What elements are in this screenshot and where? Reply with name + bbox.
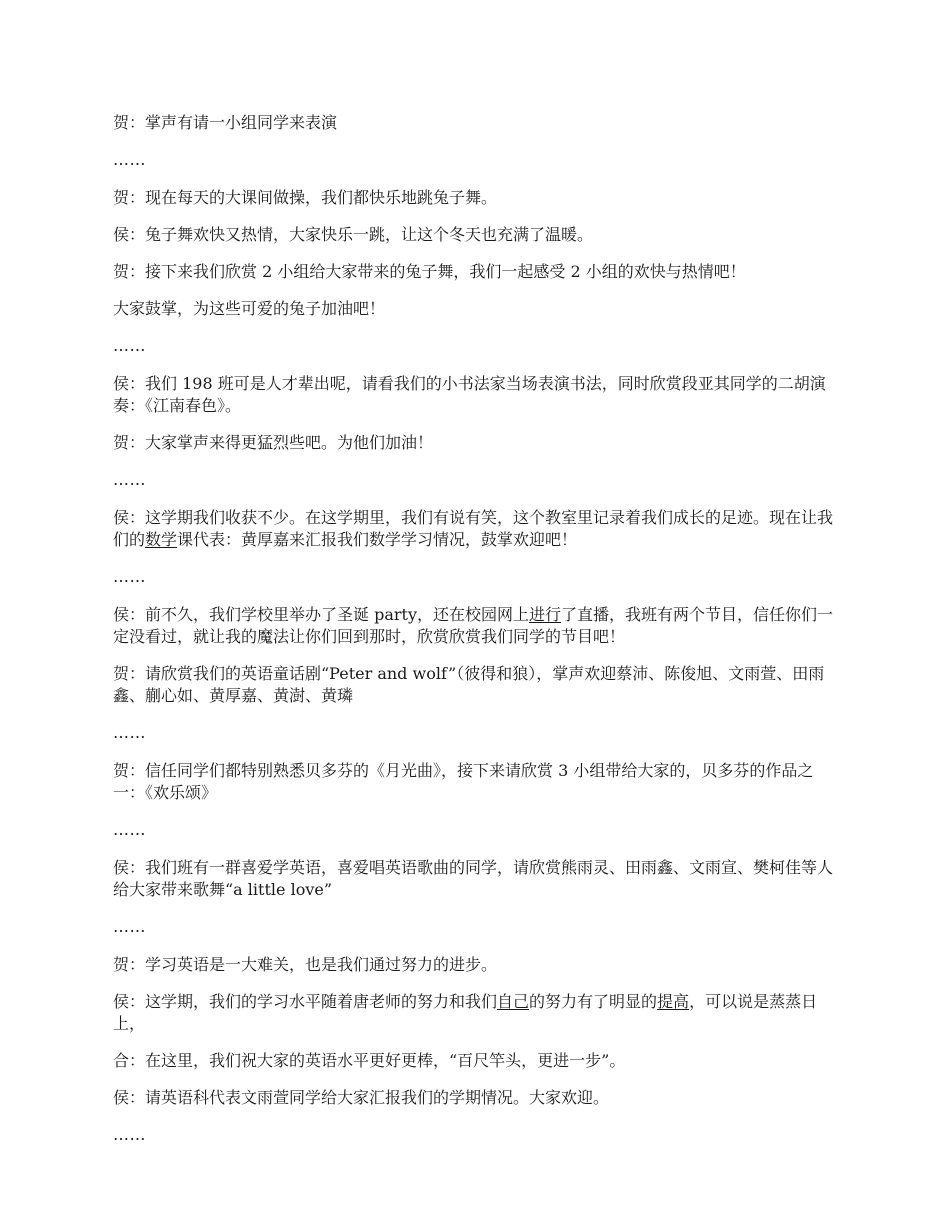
paragraph-text: 贺：掌声有请一小组同学来表演 — [113, 113, 338, 132]
paragraph-text: …… — [113, 150, 146, 169]
paragraph-text: ，可以说是蒸蒸日上， — [113, 992, 818, 1033]
document-body — [113, 112, 843, 1162]
script-paragraph — [113, 604, 843, 648]
ellipsis-line — [113, 722, 843, 744]
paragraph-text: …… — [113, 470, 146, 489]
script-paragraph — [113, 991, 843, 1035]
script-paragraph — [113, 298, 843, 320]
paragraph-text: 了直播，我班有两个节目，信任你们一定没看过，就让我的魔法让你们回到那时，欣赏欣赏我们同学的节目吧！ — [113, 605, 834, 646]
paragraph-text: 侯：这学期我们收获不少。在这学期里，我们有说有笑，这个教室里记录着我们成长的足迹。现在让我们的 — [113, 508, 834, 549]
ellipsis-line — [113, 335, 843, 357]
paragraph-text: 侯：这学期，我们的学习水平随着唐老师的努力和我们 — [113, 992, 498, 1011]
paragraph-text: 合：在这里，我们祝大家的英语水平更好更棒，“百尺竿头，更进一步”。 — [113, 1051, 626, 1070]
paragraph-text: 贺：大家掌声来得更猛烈些吧。为他们加油！ — [113, 433, 434, 452]
script-paragraph — [113, 432, 843, 454]
script-paragraph — [113, 1050, 843, 1072]
ellipsis-line — [113, 1124, 843, 1146]
paragraph-text: 侯：我们 198 班可是人才辈出呢，请看我们的小书法家当场表演书法，同时欣赏段亚其同学的二胡演奏：《江南春色》。 — [113, 374, 826, 415]
underlined-term: 提高 — [657, 992, 690, 1011]
script-paragraph — [113, 663, 843, 707]
paragraph-text: …… — [113, 1125, 146, 1144]
ellipsis-line — [113, 916, 843, 938]
script-paragraph — [113, 954, 843, 976]
underlined-term: 进行 — [529, 605, 562, 624]
paragraph-text: 课代表：黄厚嘉来汇报我们数学学习情况，鼓掌欢迎吧！ — [177, 530, 578, 549]
script-paragraph — [113, 1087, 843, 1109]
script-paragraph — [113, 261, 843, 283]
ellipsis-line — [113, 819, 843, 841]
paragraph-text: 贺：现在每天的大课间做操，我们都快乐地跳兔子舞。 — [113, 188, 498, 207]
paragraph-text: …… — [113, 336, 146, 355]
script-paragraph — [113, 507, 843, 551]
paragraph-text: 贺：信任同学们都特别熟悉贝多芬的《月光曲》，接下来请欣赏 3 小组带给大家的，贝多芬的作品之一：《欢乐颂》 — [113, 761, 814, 802]
paragraph-text: 侯：兔子舞欢快又热情，大家快乐一跳，让这个冬天也充满了温暖。 — [113, 225, 594, 244]
script-paragraph — [113, 224, 843, 246]
paragraph-text: 贺：学习英语是一大难关，也是我们通过努力的进步。 — [113, 955, 498, 974]
underlined-term: 自己 — [497, 992, 530, 1011]
paragraph-text: 侯：我们班有一群喜爱学英语，喜爱唱英语歌曲的同学，请欣赏熊雨灵、田雨鑫、文雨宣、樊柯佳等人给大家带来歌舞“a little love” — [113, 858, 834, 899]
underlined-term: 数学 — [145, 530, 178, 549]
script-paragraph — [113, 373, 843, 417]
ellipsis-line — [113, 469, 843, 491]
paragraph-text: …… — [113, 567, 146, 586]
paragraph-text: 的努力有了明显的 — [529, 992, 658, 1011]
paragraph-text: 侯：请英语科代表文雨萱同学给大家汇报我们的学期情况。大家欢迎。 — [113, 1088, 610, 1107]
paragraph-text: …… — [113, 820, 146, 839]
paragraph-text: 侯：前不久，我们学校里举办了圣诞 party，还在校园网上 — [113, 605, 529, 624]
ellipsis-line — [113, 149, 843, 171]
paragraph-text: 贺：请欣赏我们的英语童话剧“Peter and wolf”（彼得和狼），掌声欢迎蔡沛、陈俊旭、文雨萱、田雨鑫、蒯心如、黄厚嘉、黄澍、黄璘 — [113, 664, 825, 705]
paragraph-text: 贺：接下来我们欣赏 2 小组给大家带来的兔子舞，我们一起感受 2 小组的欢快与热情吧！ — [113, 262, 746, 281]
script-paragraph — [113, 187, 843, 209]
script-paragraph — [113, 112, 843, 134]
ellipsis-line — [113, 566, 843, 588]
script-paragraph — [113, 857, 843, 901]
paragraph-text: …… — [113, 917, 146, 936]
paragraph-text: …… — [113, 723, 146, 742]
paragraph-text: 大家鼓掌，为这些可爱的兔子加油吧！ — [113, 299, 386, 318]
script-paragraph — [113, 760, 843, 804]
